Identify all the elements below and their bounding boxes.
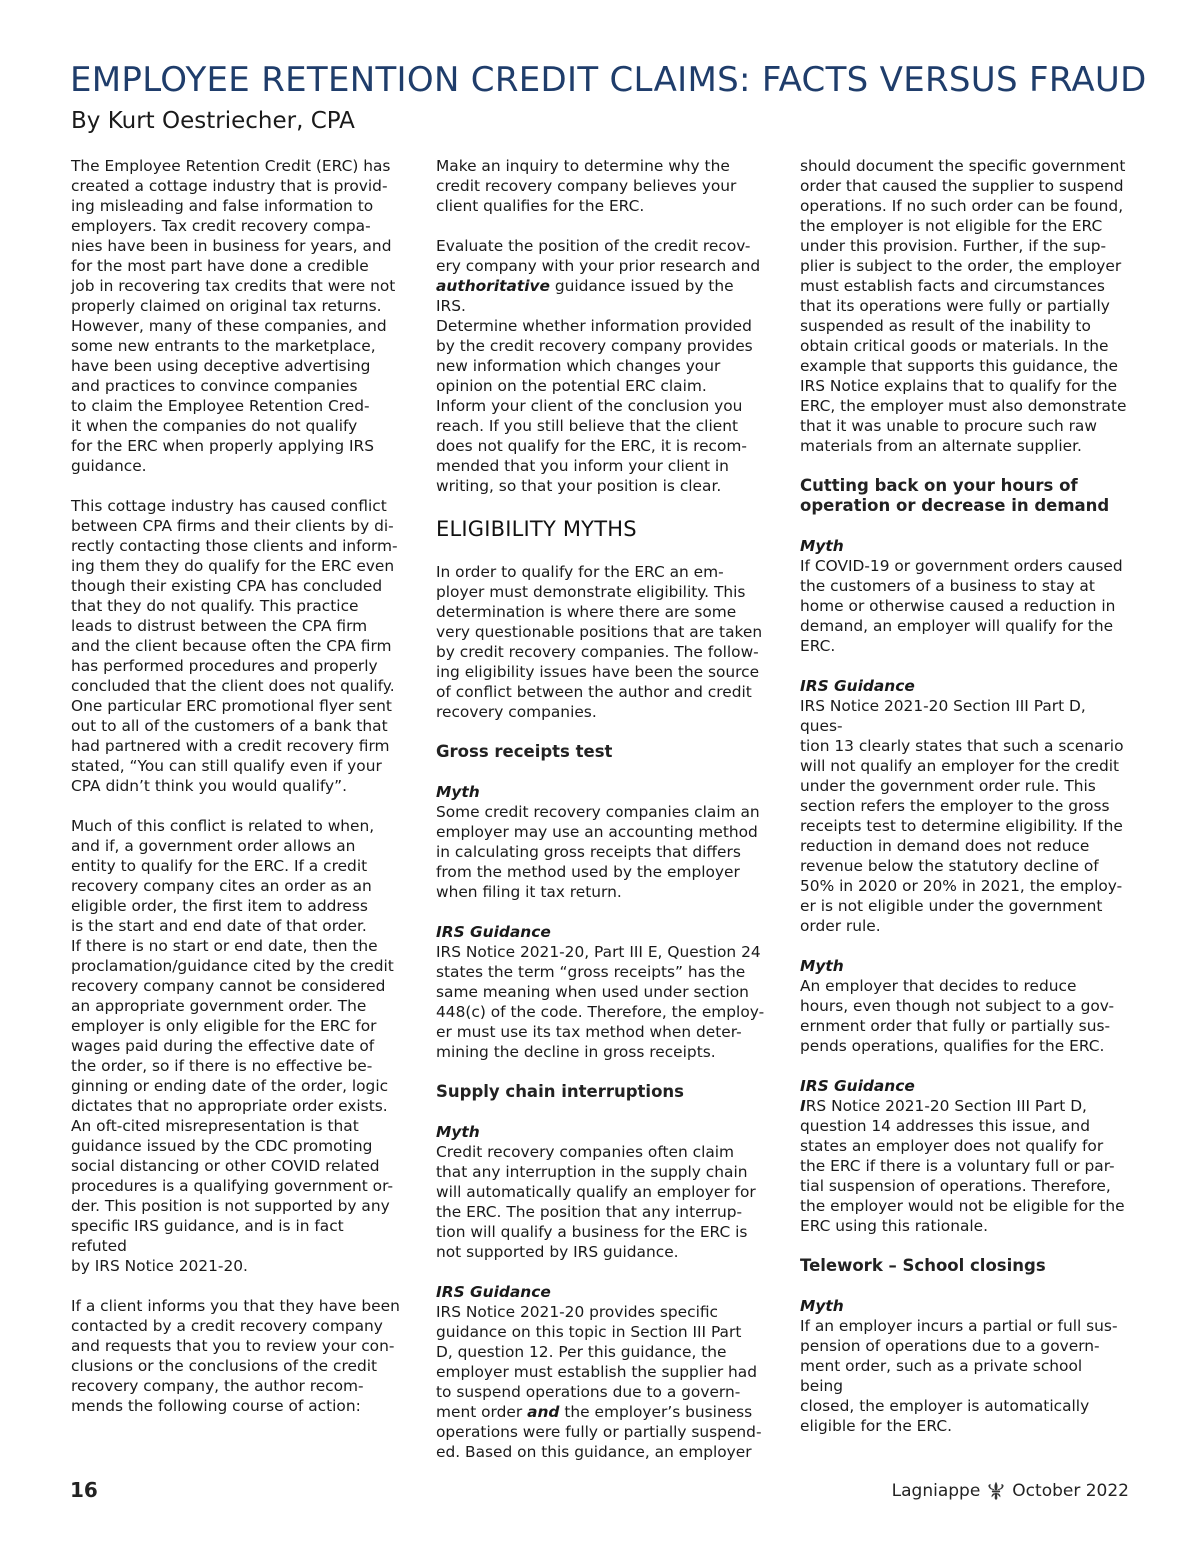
- column-2: [436, 156, 766, 1482]
- guidance-block: [800, 676, 1130, 936]
- guidance-text: [800, 1096, 1130, 1236]
- paragraph: Make an inquiry to determine why the credit recovery company believes your client qualifies for the ERC.: [436, 157, 737, 215]
- paragraph: The Employee Retention Credit (ERC) has created a cottage industry that is provid- ing misleading and false information to employers. Tax credit recovery compa- nies have been in business for years, and for the most part have done a credible job in recovering tax credits that were not properly claimed on original tax returns. However, many of these companies, and some new entrants to the marketplace, have been using deceptive advertising and practices to convince companies to claim the Employee Retention Cred- it when the companies do not qualify for the ERC when properly applying IRS guidance.: [71, 157, 396, 475]
- emphasis: I: [800, 1097, 806, 1115]
- myth-text: If an employer incurs a partial or full sus- pension of operations due to a govern- ment order, such as a private school being closed, the employer is automatically eligible for the ERC.: [800, 1317, 1118, 1435]
- guidance-label: IRS Guidance: [436, 1283, 551, 1301]
- text-run: Evaluate the position of the credit recov- ery company with your prior research and: [436, 237, 761, 275]
- myth-label: Myth: [800, 957, 844, 975]
- page-number: 16: [70, 1478, 98, 1502]
- guidance-block: [436, 922, 766, 1062]
- paragraph: In order to qualify for the ERC an em- ployer must demonstrate eligibility. This determination is where there are some very questionable positions that are taken by credit recovery companies. The follow- ing eligibility issues have been the source of conflict between the author and credit recovery companies.: [436, 563, 763, 721]
- text-run: RS Notice 2021-20 Section III Part D, question 14 addresses this issue, and states an employer does not qualify for the ERC if there is a voluntary full or par- tial suspension of operations. Therefore, the employer would not be eligible for the ERC using this rationale.: [800, 1097, 1125, 1235]
- text-run: IRS Notice 2021-20 provides specific guidance on this topic in Section III Part D, question 12. Per this guidance, the employer must establish the supplier had to suspend operations due to a govern- ment order: [436, 1303, 758, 1421]
- paragraph: If a client informs you that they have been contacted by a credit recovery company and requests that you to review your con- clusions or the conclusions of the credit recovery company, the author recom- mends the following course of action:: [71, 1297, 400, 1415]
- myth-label: Myth: [800, 537, 844, 555]
- guidance-block: [800, 1076, 1130, 1236]
- myth-text: If COVID-19 or government orders caused the customers of a business to stay at home or otherwise caused a reduction in demand, an employer will qualify for the ERC.: [800, 557, 1123, 655]
- myth-text: Credit recovery companies often claim that any interruption in the supply chain will automatically qualify an employer for the ERC. The position that any interrup- tion will qualify a business for the ERC is not supported by IRS guidance.: [436, 1143, 756, 1261]
- paragraph: This cottage industry has caused conflict between CPA firms and their clients by di- rectly contacting those clients and inform- ing them they do qualify for the ERC even though their existing CPA has concluded that they do not qualify. This practice leads to distrust between the CPA firm and the client because often the CPA firm has performed procedures and properly concluded that the client does not qualify. One particular ERC promotional flyer sent out to all of the customers of a bank that had partnered with a credit recovery firm stated, “You can still qualify even if your CPA didn’t think you would qualify”.: [71, 497, 398, 795]
- subheading: Cutting back on your hours of operation or decrease in demand: [800, 476, 1110, 515]
- emphasis: authoritative: [436, 277, 550, 295]
- paragraph: should document the specific government order that caused the supplier to suspend operations. If no such order can be found, the employer is not eligible for the ERC under this provision. Further, if the sup- plier is subject to the order, the employer must establish facts and circumstances that its operations were fully or partially suspended as result of the inability to obtain critical goods or materials. In the example that supports this guidance, the IRS Notice explains that to qualify for the ERC, the employer must also demonstrate that it was unable to procure such raw materials from an alternate supplier.: [800, 157, 1127, 455]
- myth-text: An employer that decides to reduce hours, even though not subject to a gov- ernment order that fully or partially sus- pends operations, qualifies for the ERC.: [800, 977, 1114, 1055]
- text-run: the employer’s business operations were fully or partially suspend- ed. Based on this guidance, an employer: [436, 1403, 762, 1461]
- emphasis: and: [527, 1403, 560, 1421]
- byline: By Kurt Oestriecher, CPA: [71, 108, 355, 134]
- issue-date: October 2022: [1012, 1481, 1129, 1501]
- myth-block: [436, 782, 766, 902]
- text-run: guidance issued by the IRS. Determine whether information provided by the credit recovery company provides new information which changes your opinion on the potential ERC claim. Inform your client of the conclusion you reach. If you still believe that the client does not qualify for the ERC, it is recom- mended that you inform your client in writing, so that your position is clear.: [436, 277, 753, 495]
- column-1: [71, 156, 401, 1436]
- guidance-text: IRS Notice 2021-20 Section III Part D, ques- tion 13 clearly states that such a scenario will not qualify an employer for the credit under the government order rule. This section refers the employer to the gross receipts test to determine eligibility. If the reduction in demand does not reduce revenue below the statutory decline of 50% in 2020 or 20% in 2021, the employ- er is not eligible under the government order rule.: [800, 697, 1124, 935]
- myth-label: Myth: [436, 1123, 480, 1141]
- myth-block: [800, 536, 1130, 656]
- myth-text: Some credit recovery companies claim an employer may use an accounting method in calculating gross receipts that differs from the method used by the employer when filing it tax return.: [436, 803, 760, 901]
- paragraph: [436, 236, 766, 496]
- myth-label: Myth: [436, 783, 480, 801]
- guidance-block: [436, 1282, 766, 1462]
- myth-label: Myth: [800, 1297, 844, 1315]
- myth-block: [800, 1296, 1130, 1436]
- footer-publication: [892, 1480, 1129, 1502]
- subheading: Telework – School closings: [800, 1256, 1046, 1275]
- guidance-text: [436, 1302, 766, 1462]
- publication-name: Lagniappe: [891, 1481, 981, 1501]
- subheading: Gross receipts test: [436, 742, 613, 761]
- paragraph: Much of this conflict is related to when, and if, a government order allows an entity to qualify for the ERC. If a credit recovery company cites an order as an eligible order, the first item to address is the start and end date of that order. If there is no start or end date, then the proclamation/guidance cited by the credit recovery company cannot be considered an appropriate government order. The employer is only eligible for the ERC for wages paid during the effective date of the order, so if there is no effective be- ginning or ending date of the order, logic dictates that no appropriate order exists. An oft-cited misrepresentation is that guidance issued by the CDC promoting social distancing or other COVID related procedures is a qualifying government or- der. This position is not supported by any specific IRS guidance, and is in fact refuted by IRS Notice 2021-20.: [71, 817, 394, 1275]
- subheading: Supply chain interruptions: [436, 1082, 684, 1101]
- guidance-label: IRS Guidance: [436, 923, 551, 941]
- article-title: EMPLOYEE RETENTION CREDIT CLAIMS: FACTS VERSUS FRAUD: [70, 60, 1147, 100]
- column-3: [800, 156, 1130, 1456]
- guidance-label: IRS Guidance: [800, 1077, 915, 1095]
- guidance-text: IRS Notice 2021-20, Part III E, Question 24 states the term “gross receipts” has the same meaning when used under section 448(c) of the code. Therefore, the employ- er must use its tax method when deter- mining the decline in gross receipts.: [436, 943, 765, 1061]
- myth-block: [800, 956, 1130, 1056]
- section-heading: ELIGIBILITY MYTHS: [436, 517, 637, 541]
- fleur-de-lis-icon: [985, 1480, 1007, 1502]
- myth-block: [436, 1122, 766, 1262]
- guidance-label: IRS Guidance: [800, 677, 915, 695]
